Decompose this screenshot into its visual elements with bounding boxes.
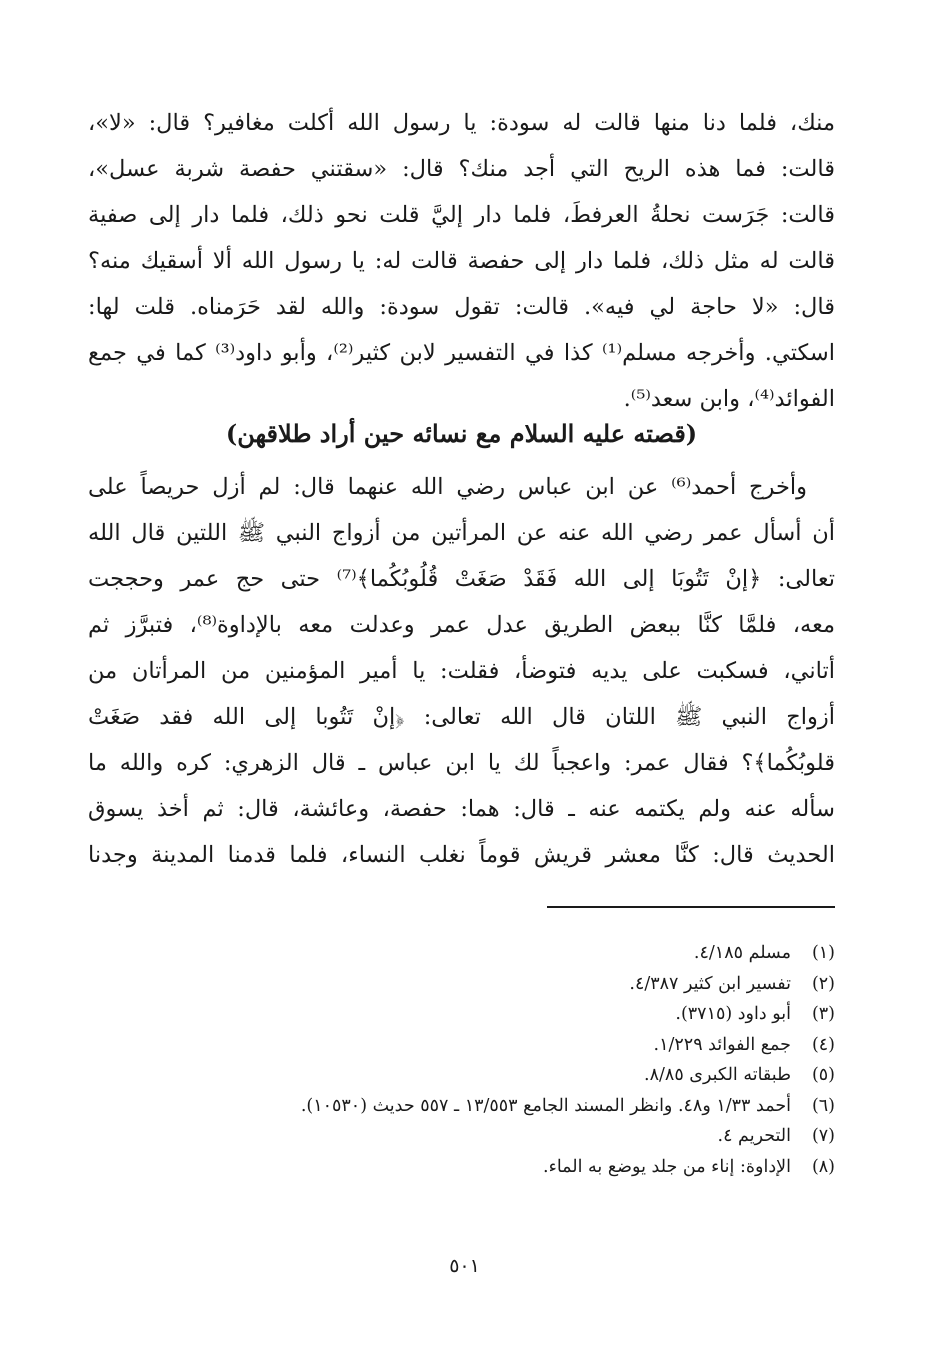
footnote-number: (٣) bbox=[811, 1004, 835, 1024]
text-line: الفوائد⁽⁴⁾، وابن سعد⁽⁵⁾. bbox=[623, 386, 835, 412]
text-line: سأله عنه ولم يكتمه عنه ـ قال: هما: حفصة، وعائشة، قال: ثم أخذ يسوق bbox=[88, 796, 835, 822]
text-line: اسكتي. وأخرجه مسلم⁽¹⁾ كذا في التفسير لابن كثير⁽²⁾، وأبو داود⁽³⁾ كما في جمع bbox=[88, 340, 835, 366]
footnote bbox=[88, 969, 835, 1000]
footnote bbox=[88, 999, 835, 1030]
footnote-number: (٧) bbox=[811, 1126, 835, 1146]
footnote-text: طبقاته الكبرى ٨/٨٥. bbox=[644, 1065, 791, 1085]
footnote-number: (٢) bbox=[811, 973, 835, 994]
text-line: قال: «لا حاجة لي فيه». قالت: تقول سودة: والله لقد حَرَمناه. قلت لها: bbox=[88, 294, 835, 320]
text-line: قالت: جَرَست نحلةُ العرفطَ، فلما دار إليَّ قلت نحو ذلك، فلما دار إلى صفية bbox=[88, 202, 835, 228]
text-line: أتاني، فسكبت على يديه فتوضأ، فقلت: يا أمير المؤمنين من المرأتان من bbox=[88, 658, 835, 684]
footnote bbox=[88, 1060, 835, 1091]
footnote-number: (٨) bbox=[811, 1156, 835, 1177]
footnote-number: (٦) bbox=[811, 1095, 835, 1116]
footnote bbox=[88, 1121, 835, 1152]
text-line: قالت: فما هذه الريح التي أجد منك؟ قال: «سقتني حفصة شربة عسل»، bbox=[88, 156, 835, 182]
page-number: ٥٠١ bbox=[449, 1255, 480, 1277]
footnote-number: (٥) bbox=[811, 1065, 835, 1085]
text-line: وأخرج أحمد⁽⁶⁾ عن ابن عباس رضي الله عنهما قال: لم أزل حريصاً على bbox=[88, 474, 807, 500]
footnote bbox=[88, 1152, 835, 1183]
footnote-text: الإداوة: إناء من جلد يوضع به الماء. bbox=[543, 1156, 791, 1177]
footnote-text: جمع الفوائد ١/٢٢٩. bbox=[653, 1034, 791, 1055]
footnote bbox=[88, 1091, 835, 1122]
footnote-separator bbox=[547, 906, 835, 908]
text-line: أزواج النبي ﷺ اللتان قال الله تعالى: ﴿إنْ تَتُوبا إلى الله فقد صَغَتْ bbox=[88, 704, 835, 730]
footnote-text: أبو داود (٣٧١٥). bbox=[675, 1004, 791, 1024]
text-line: قلوبُكُما﴾؟ فقال عمر: واعجباً لك يا ابن عباس ـ قال الزهري: كره والله ما bbox=[88, 750, 835, 776]
text-line: أن أسأل عمر رضي الله عنه عن المرأتين من أزواج النبي ﷺ اللتين قال الله bbox=[88, 520, 835, 546]
paragraph-1 bbox=[88, 100, 835, 422]
footnote bbox=[88, 938, 835, 969]
text-line: منك، فلما دنا منها قالت له سودة: يا رسول الله أكلت مغافير؟ قال: «لا»، bbox=[88, 110, 835, 136]
footnotes bbox=[88, 938, 835, 1182]
section-heading: (قصته عليه السلام مع نسائه حين أراد طلاقهن) bbox=[225, 419, 698, 448]
footnote-text: أحمد ١/٣٣ و٤٨. وانظر المسند الجامع ١٣/٥٥٣ ـ ٥٥٧ حديث (١٠٥٣٠). bbox=[300, 1095, 791, 1116]
text-line: تعالى: ﴿إنْ تَتُوبَا إلى الله فَقَدْ صَغَتْ قُلُوبُكُما﴾⁽⁷⁾ حتى حج عمر وحججت bbox=[88, 566, 835, 592]
footnote-text: تفسير ابن كثير ٤/٣٨٧. bbox=[629, 973, 791, 994]
footnote-text: التحريم ٤. bbox=[717, 1126, 791, 1146]
text-line: الحديث قال: كنَّا معشر قريش قوماً نغلب النساء، فلما قدمنا المدينة وجدنا bbox=[88, 842, 835, 868]
text-line: قالت له مثل ذلك، فلما دار إلى حفصة قالت له: يا رسول الله ألا أسقيك منه؟ bbox=[88, 248, 835, 274]
paragraph-2 bbox=[88, 464, 835, 878]
text-line: معه، فلمَّا كنَّا ببعض الطريق عدل عمر وعدلت معه بالإداوة⁽⁸⁾، فتبرَّز ثم bbox=[88, 612, 835, 638]
footnote-number: (٤) bbox=[811, 1034, 835, 1055]
footnote bbox=[88, 1030, 835, 1061]
footnote-text: مسلم ٤/١٨٥. bbox=[693, 943, 791, 963]
footnote-number: (١) bbox=[811, 943, 835, 963]
